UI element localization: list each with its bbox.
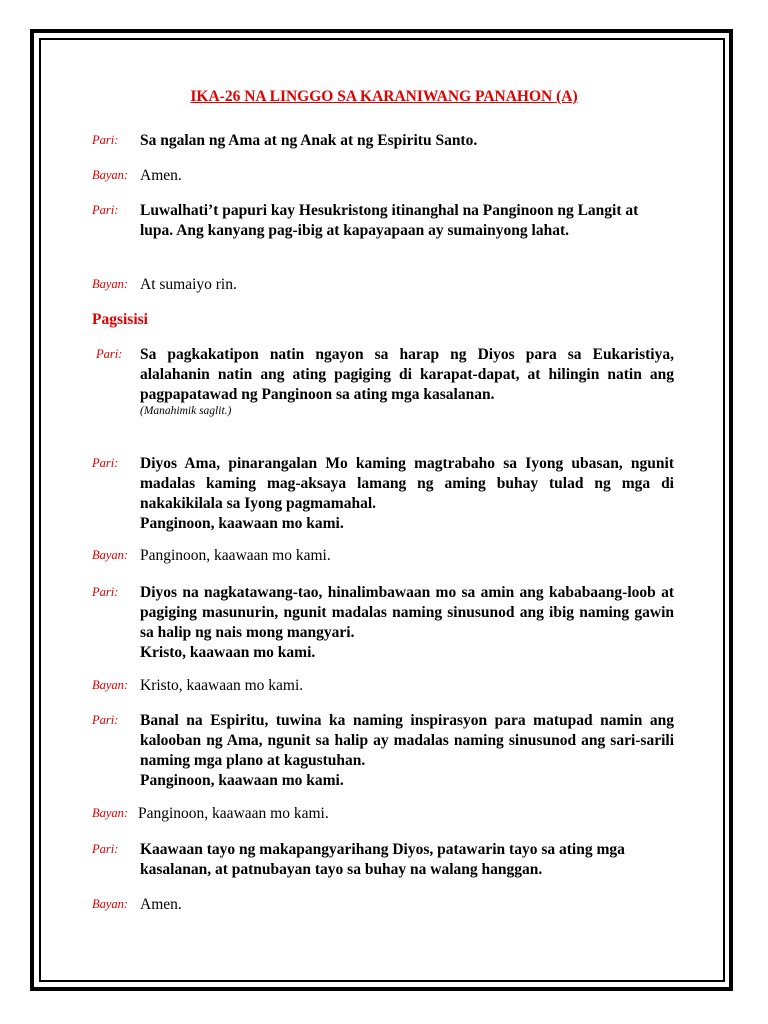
- speaker-label-pari: Pari:: [92, 713, 119, 727]
- line-text: Amen.: [140, 167, 182, 184]
- liturgy-line: [92, 345, 674, 418]
- response-line: Panginoon, kaawaan mo kami.: [140, 515, 344, 532]
- liturgy-line: [92, 201, 674, 241]
- liturgy-line: [92, 583, 674, 663]
- line-text: Amen.: [140, 896, 182, 913]
- speaker-label-bayan: Bayan:: [92, 806, 129, 820]
- speaker-label-bayan: Bayan:: [92, 277, 129, 291]
- liturgy-line: [92, 711, 674, 791]
- line-body: Diyos na nagkatawang-tao, hinalimbawaan mo sa amin ang kababaang-loob at pagiging masunurin, ngunit madalas naming sinusunod ang ibig naming gawin sa halip ng nais mong mangyari.: [140, 584, 674, 641]
- liturgy-line: [92, 546, 674, 566]
- line-text: Luwalhati’t papuri kay Hesukristong itinanghal na Panginoon ng Langit at lupa. Ang kanyang pag-ibig at kapayapaan ay sumainyong lahat.: [140, 202, 639, 239]
- line-body: Banal na Espiritu, tuwina ka naming inspirasyon para matupad namin ang kalooban ng Ama, ngunit sa halip ay madalas naming sinusunod ang sari-sarili naming mga plano at kagustuhan.: [140, 712, 674, 769]
- line-text: Sa ngalan ng Ama at ng Anak at ng Espiritu Santo.: [140, 132, 478, 149]
- speaker-label-bayan: Bayan:: [92, 548, 129, 562]
- page-title: IKA-26 NA LINGGO SA KARANIWANG PANAHON (A): [190, 88, 578, 105]
- section-heading: Pagsisisi: [92, 311, 148, 328]
- response-line: Panginoon, kaawaan mo kami.: [140, 772, 344, 789]
- speaker-label-pari: Pari:: [96, 347, 123, 361]
- liturgy-line: [92, 840, 674, 880]
- line-text: [140, 711, 674, 791]
- line-text: At sumaiyo rin.: [140, 276, 237, 293]
- speaker-label-bayan: Bayan:: [92, 678, 129, 692]
- line-text: Kaawaan tayo ng makapangyarihang Diyos, patawarin tayo sa ating mga kasalanan, at patnubayan tayo sa buhay na walang hanggan.: [140, 841, 625, 878]
- line-text: Kristo, kaawaan mo kami.: [140, 677, 304, 694]
- speaker-label-bayan: Bayan:: [92, 897, 129, 911]
- liturgy-line: [92, 804, 674, 824]
- line-text: Panginoon, kaawaan mo kami.: [138, 805, 329, 822]
- speaker-label-bayan: Bayan:: [92, 168, 129, 182]
- liturgy-line: [92, 454, 674, 534]
- liturgy-line: [92, 275, 674, 295]
- line-body: Diyos Ama, pinarangalan Mo kaming magtrabaho sa Iyong ubasan, ngunit madalas kaming mag-aksaya lamang ng aming buhay tulad ng mga di nakakikilala sa Iyong pagmamahal.: [140, 455, 674, 512]
- liturgy-line: [92, 166, 674, 186]
- speaker-label-pari: Pari:: [92, 456, 119, 470]
- line-text: [140, 454, 674, 534]
- liturgy-line: [92, 895, 674, 915]
- speaker-label-pari: Pari:: [92, 133, 119, 147]
- speaker-label-pari: Pari:: [92, 585, 119, 599]
- line-text: Panginoon, kaawaan mo kami.: [140, 547, 331, 564]
- line-text: Sa pagkakatipon natin ngayon sa harap ng Diyos para sa Eukaristiya, alalahanin natin ang ating pagiging di karapat-dapat, at hilingin natin ang pagpapatawad ng Panginoon sa ating mga kasalanan.: [140, 346, 674, 403]
- speaker-label-pari: Pari:: [92, 842, 119, 856]
- liturgy-line: [92, 676, 674, 696]
- response-line: Kristo, kaawaan mo kami.: [140, 644, 316, 661]
- rubric-note: (Manahimik saglit.): [140, 405, 232, 417]
- speaker-label-pari: Pari:: [92, 203, 119, 217]
- liturgy-line: [92, 131, 674, 151]
- line-text: [140, 583, 674, 663]
